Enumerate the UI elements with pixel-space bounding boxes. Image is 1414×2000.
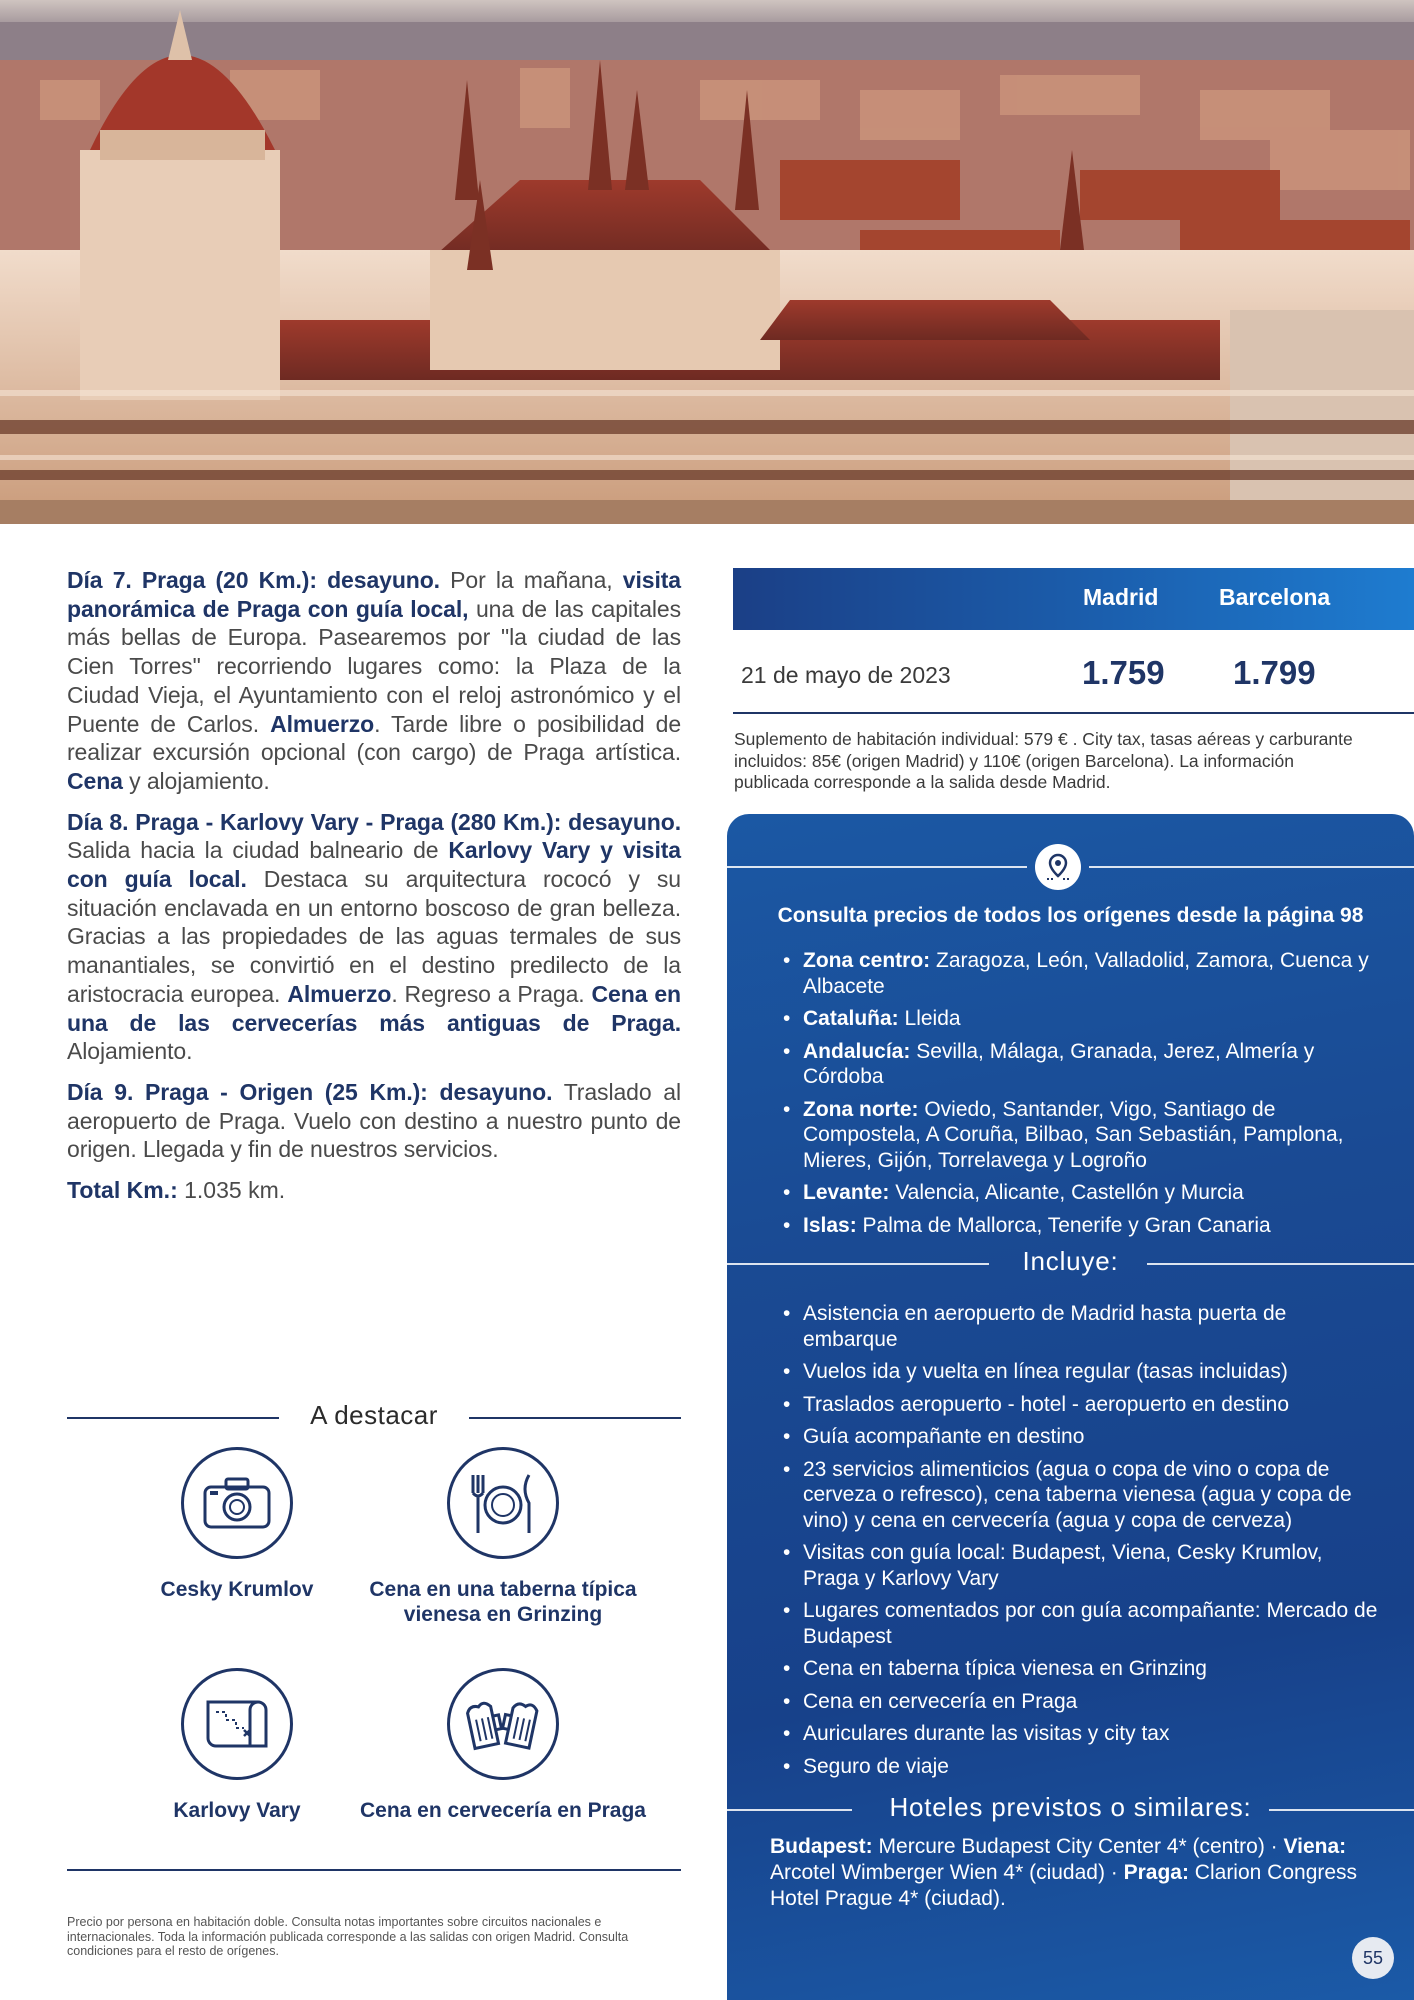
hotels-text: Budapest: Mercure Budapest City Center 4* (centro) · Viena: Arcotel Wimberger Wien 4* (ciudad) · Praga: Clarion Congress Hotel Prague 4* (ciudad). (770, 1835, 1358, 1910)
info-panel (727, 814, 1414, 2000)
list-item: • Guía acompañante en destino (783, 1424, 1379, 1450)
map-icon (181, 1668, 293, 1780)
divider (67, 1869, 681, 1871)
list-item: • Lugares comentados por con guía acompañante: Mercado de Budapest (783, 1598, 1379, 1649)
price-barcelona: 1.799 (1233, 654, 1316, 691)
includes-list (783, 1301, 1379, 1786)
feature-cena-taberna (353, 1447, 653, 1627)
itinerary-day-9: Día 9. Praga - Origen (25 Km.): desayuno. Traslado al aeropuerto de Praga. Vuelo con destino a nuestro punto de origen. Llegada y fin de nuestros servicios. (67, 1078, 681, 1163)
list-item: • Seguro de viaje (783, 1754, 1379, 1780)
feature-label: Cesky Krumlov (160, 1578, 314, 1601)
feature-cesky-krumlov (87, 1447, 387, 1602)
list-item: • Visitas con guía local: Budapest, Viena, Cesky Krumlov, Praga y Karlovy Vary (783, 1540, 1379, 1591)
destacar-header (67, 1398, 681, 1438)
location-pin-icon (1035, 844, 1081, 890)
feature-cena-cerveceria (353, 1668, 653, 1823)
itinerary-column (67, 566, 681, 1205)
hero-photo (0, 0, 1414, 524)
hoteles-title: Hoteles previstos o similares: (889, 1792, 1252, 1822)
supplement-note: Suplemento de habitación individual: 579 € . City tax, tasas aéreas y carburante incluidos: 85€ (origen Madrid) y 110€ (origen Barcelona). La información publicada corresponde a la salida desde Madrid. (734, 729, 1353, 792)
list-item: • Cena en cervecería en Praga (783, 1689, 1379, 1715)
incluye-title: Incluye: (1022, 1246, 1119, 1276)
departure-date: 21 de mayo de 2023 (741, 662, 951, 688)
budapest-parliament-illustration (0, 0, 1414, 524)
itinerary-day-8: Día 8. Praga - Karlovy Vary - Praga (280 Km.): desayuno. Salida hacia la ciudad balneario de Karlovy Vary y visita con guía local. Destaca su arquitectura rococó y su situación enclavada en un entorno boscoso de gran belleza. Gracias a las propiedades de las aguas termales de sus manantiales, se convirtió en el destino predilecto de la aristocracia europea. Almuerzo. Regreso a Praga. Cena en una de las cervecerías más antiguas de Praga. Alojamiento. (67, 808, 681, 1065)
list-item: • Levante: Valencia, Alicante, Castellón y Murcia (783, 1180, 1379, 1206)
feature-label: Cena en una taberna típica vienesa en Grinzing (369, 1578, 637, 1626)
list-item: • Vuelos ida y vuelta en línea regular (tasas incluidas) (783, 1359, 1379, 1385)
price-column-barcelona: Barcelona (1219, 584, 1331, 610)
list-item: • Traslados aeropuerto - hotel - aeropuerto en destino (783, 1392, 1379, 1418)
itinerary-day-7: Día 7. Praga (20 Km.): desayuno. Por la mañana, visita panorámica de Praga con guía local, una de las capitales más bellas de Europa. Pasearemos por "la ciudad de las Cien Torres" recorriendo lugares como: la Plaza de la Ciudad Vieja, el Ayuntamiento con el reloj astronómico y el Puente de Carlos. Almuerzo. Tarde libre o posibilidad de realizar excursión opcional (con cargo) de Praga artística. Cena y alojamiento. (67, 567, 682, 794)
cutlery-plate-icon (447, 1447, 559, 1559)
list-item: • Asistencia en aeropuerto de Madrid hasta puerta de embarque (783, 1301, 1379, 1352)
page-number: 55 (1352, 1937, 1394, 1979)
divider (733, 712, 1414, 714)
feature-label: Karlovy Vary (173, 1799, 301, 1822)
consulta-origins-note: Consulta precios de todos los orígenes desde la página 98 (777, 904, 1364, 927)
total-km: Total Km.: 1.035 km. (67, 1177, 286, 1204)
footnote: Precio por persona en habitación doble. Consulta notas importantes sobre circuitos nacionales e internacionales. Toda la información publicada corresponde a las salidas con origen Madrid. Consulta condiciones para el resto de orígenes. (67, 1915, 629, 1958)
list-item: • Andalucía: Sevilla, Málaga, Granada, Jerez, Almería y Córdoba (783, 1039, 1379, 1090)
feature-karlovy-vary (87, 1668, 387, 1823)
list-item: • 23 servicios alimenticios (agua o copa de vino o copa de cerveza o refresco), cena taberna vienesa (agua y copa de vino) y cena en cervecería (agua y copa de cerveza) (783, 1457, 1379, 1534)
divider (727, 866, 1027, 868)
list-item: • Zona norte: Oviedo, Santander, Vigo, Santiago de Compostela, A Coruña, Bilbao, San Sebastián, Pamplona, Mieres, Gijón, Torrelavega y Logroño (783, 1097, 1379, 1174)
list-item: • Auriculares durante las visitas y city tax (783, 1721, 1379, 1747)
list-item: • Zona centro: Zaragoza, León, Valladolid, Zamora, Cuenca y Albacete (783, 948, 1379, 999)
divider (1089, 866, 1414, 868)
destacar-title: A destacar (310, 1400, 438, 1430)
origins-list (783, 948, 1379, 1245)
list-item: • Cena en taberna típica vienesa en Grinzing (783, 1656, 1379, 1682)
price-table-header (733, 568, 1414, 630)
camera-icon (181, 1447, 293, 1559)
price-madrid: 1.759 (1082, 654, 1165, 691)
price-row (733, 648, 1414, 704)
list-item: • Cataluña: Lleida (783, 1006, 1379, 1032)
beer-mugs-icon (447, 1668, 559, 1780)
feature-label: Cena en cervecería en Praga (359, 1799, 646, 1822)
list-item: • Islas: Palma de Mallorca, Tenerife y Gran Canaria (783, 1213, 1379, 1239)
price-column-madrid: Madrid (1083, 584, 1159, 610)
